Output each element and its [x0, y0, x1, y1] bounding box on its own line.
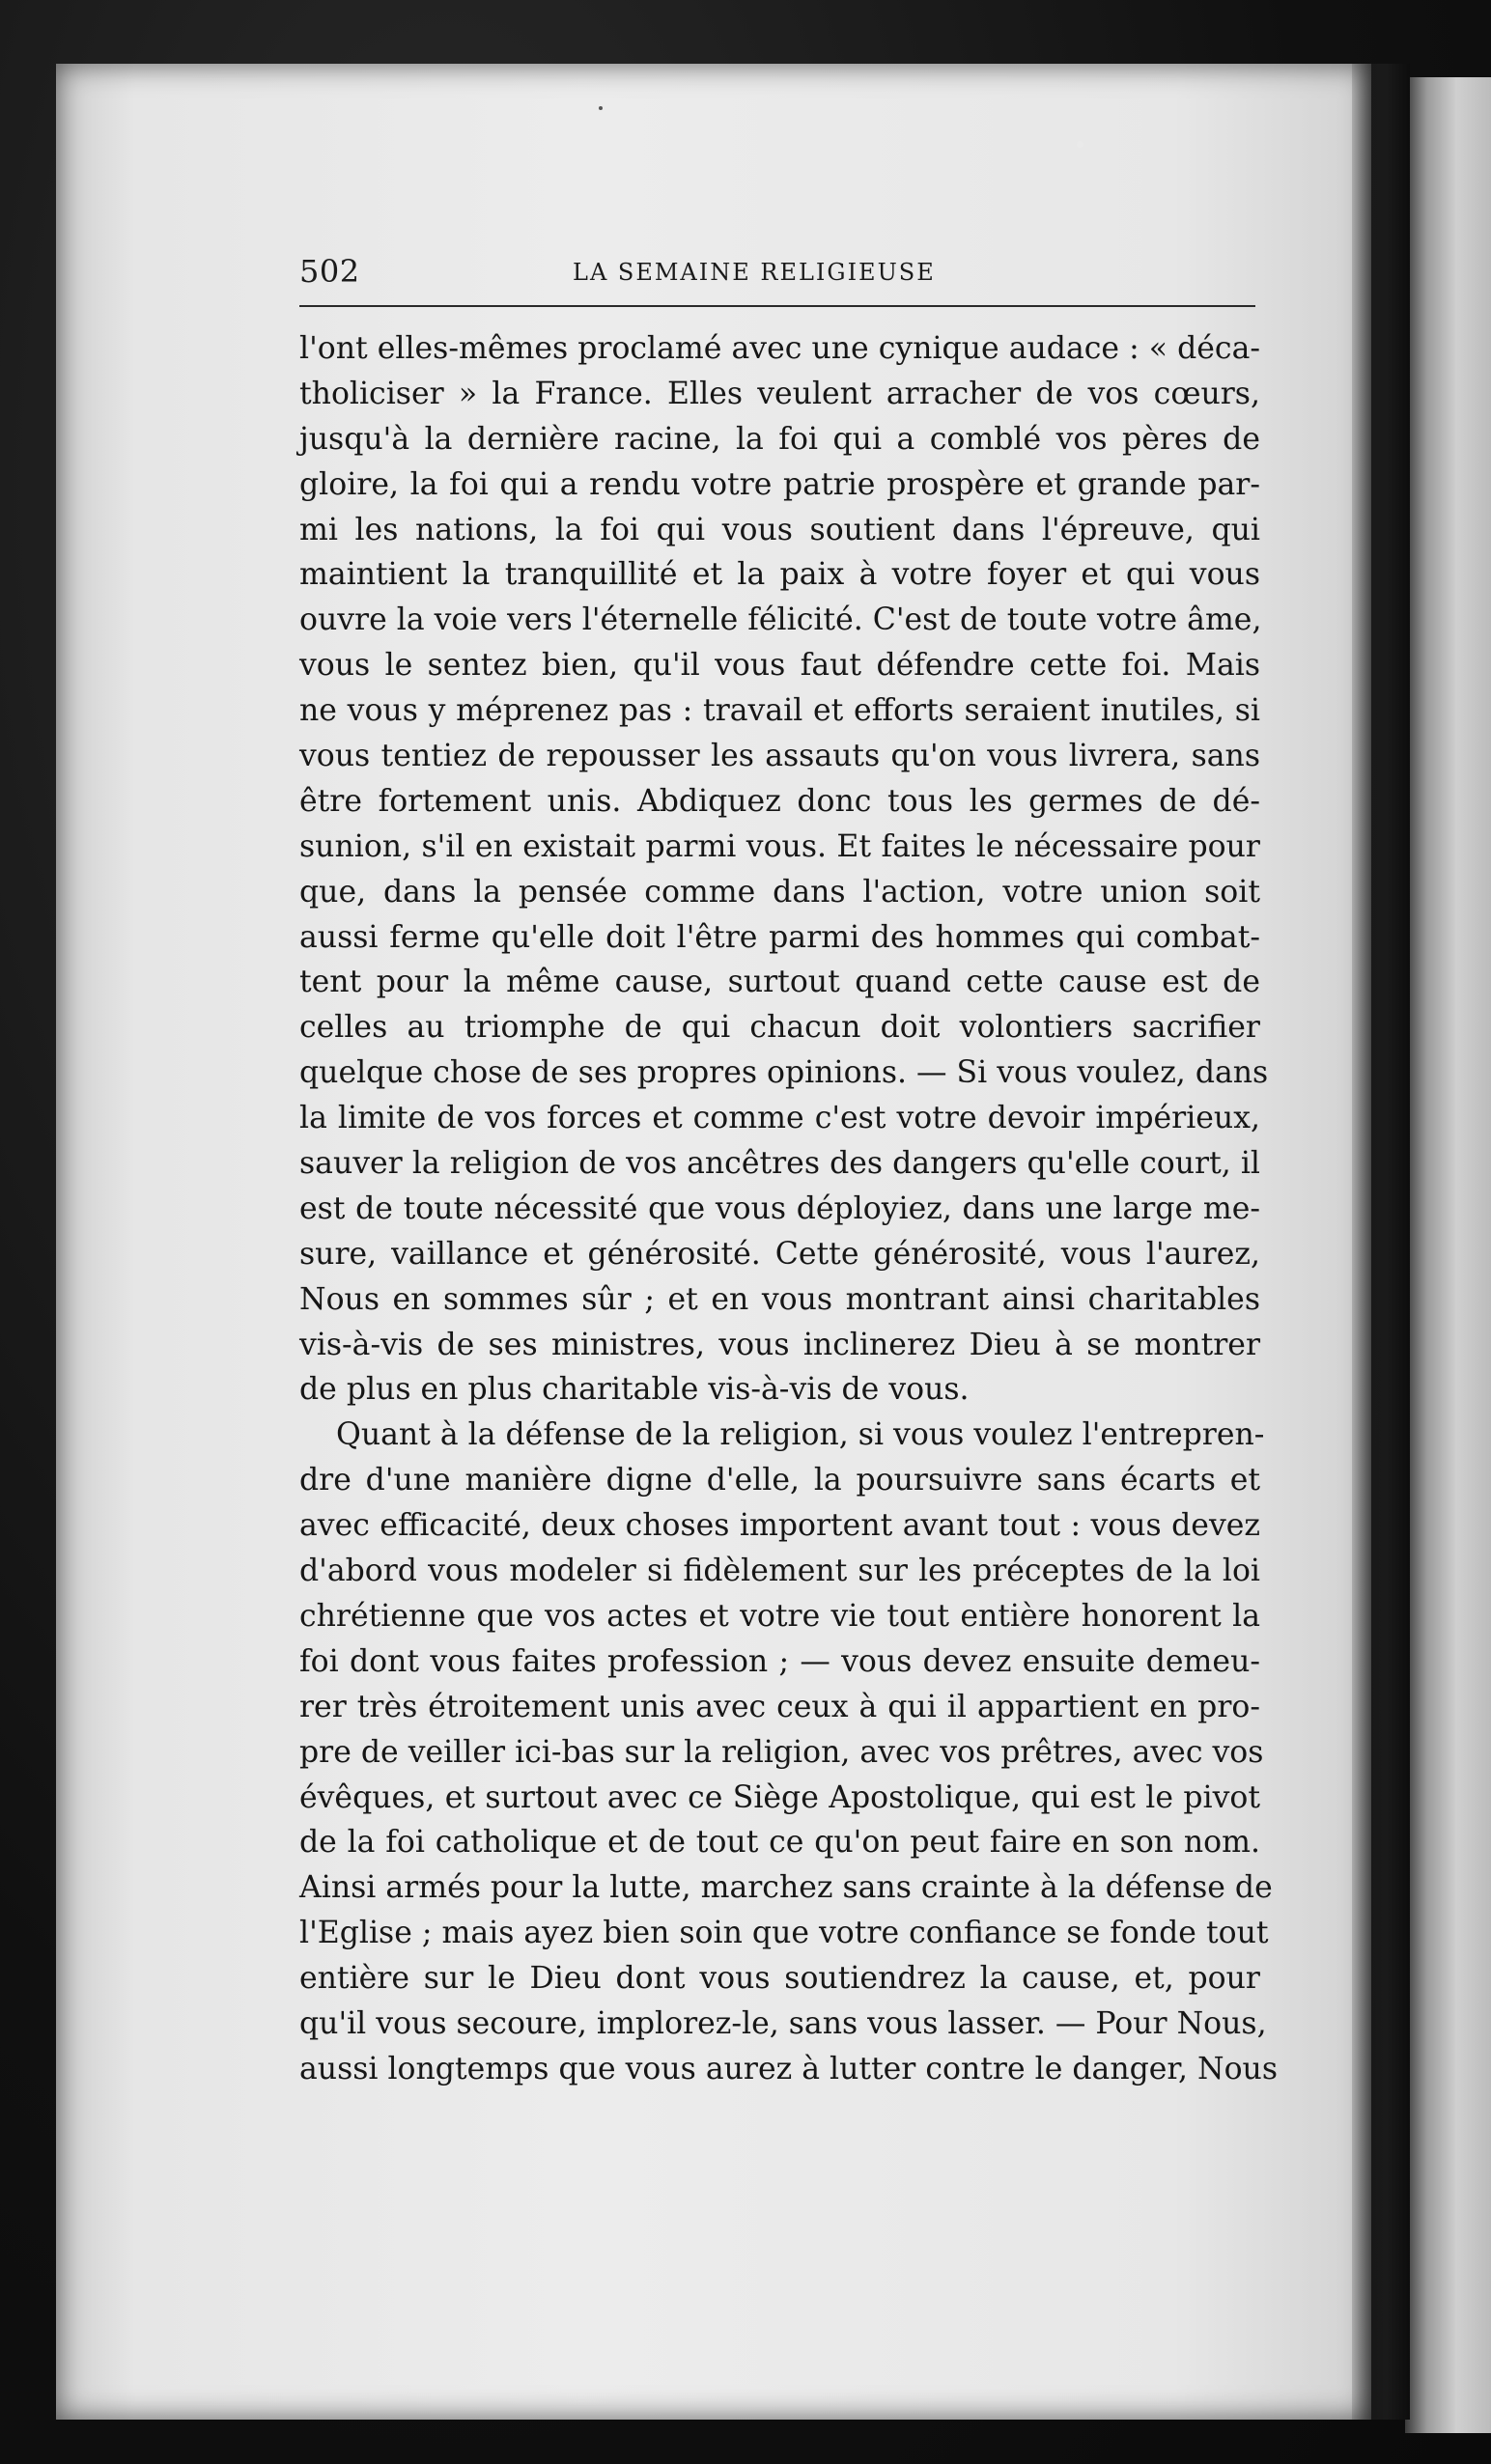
text-line: vous le sentez bien, qu'il vous faut défendre cette foi. Mais — [299, 648, 1260, 684]
facing-page-edge — [1405, 77, 1491, 2433]
page-body-text — [299, 326, 1279, 2092]
text-line: l'Eglise ; mais ayez bien soin que votre confiance se fonde tout — [299, 1916, 1269, 1951]
text-line: sauver la religion de vos ancêtres des dangers qu'elle court, il — [299, 1146, 1260, 1182]
text-line: mi les nations, la foi qui vous soutient dans l'épreuve, qui — [299, 512, 1260, 547]
text-line: tholiciser » la France. Elles veulent arracher de vos cœurs, — [299, 376, 1260, 411]
scan-speck — [599, 106, 603, 110]
text-line: Ainsi armés pour la lutte, marchez sans crainte à la défense de — [299, 1870, 1273, 1906]
text-line: sunion, s'il en existait parmi vous. Et faites le nécessaire pour — [299, 828, 1260, 864]
text-line: entière sur le Dieu dont vous soutiendrez la cause, et, pour — [299, 1961, 1260, 1997]
text-line: évêques, et surtout avec ce Siège Apostolique, qui est le pivot — [299, 1779, 1260, 1815]
scan-speck — [1077, 141, 1083, 148]
gutter-shadow — [1352, 64, 1410, 2420]
text-line: être fortement unis. Abdiquez donc tous les germes de dé- — [299, 783, 1260, 819]
header-rule — [299, 305, 1255, 307]
text-line: foi dont vous faites profession ; — vous devez ensuite demeu- — [299, 1643, 1260, 1679]
text-line: gloire, la foi qui a rendu votre patrie prospère et grande par- — [299, 466, 1260, 502]
text-line: celles au triomphe de qui chacun doit volontiers sacrifier — [299, 1010, 1260, 1046]
text-line: ne vous y méprenez pas : travail et efforts seraient inutiles, si — [299, 693, 1260, 729]
page-header — [299, 253, 1255, 301]
text-line: maintient la tranquillité et la paix à votre foyer et qui vous — [299, 557, 1260, 593]
text-line: l'ont elles-mêmes proclamé avec une cynique audace : « déca- — [299, 331, 1260, 366]
text-line: Nous en sommes sûr ; et en vous montrant ainsi charitables — [299, 1281, 1260, 1317]
text-line: la limite de vos forces et comme c'est votre devoir impérieux, — [299, 1101, 1260, 1136]
text-line: aussi longtemps que vous aurez à lutter contre le danger, Nous — [299, 2051, 1279, 2086]
paragraph-1 — [299, 326, 1269, 1413]
text-line: de la foi catholique et de tout ce qu'on peut faire en son nom. — [299, 1825, 1260, 1861]
text-line: pre de veiller ici-bas sur la religion, avec vos prêtres, avec vos — [299, 1734, 1264, 1770]
page-number: 502 — [299, 253, 360, 290]
text-line: vous tentiez de repousser les assauts qu'on vous livrera, sans — [299, 739, 1260, 774]
text-line: qu'il vous secoure, implorez-le, sans vous lasser. — Pour Nous, — [299, 2005, 1267, 2041]
text-line: chrétienne que vos actes et votre vie tout entière honorent la — [299, 1598, 1260, 1634]
text-line: sure, vaillance et générosité. Cette générosité, vous l'aurez, — [299, 1236, 1260, 1272]
text-line: vis-à-vis de ses ministres, vous inclinerez Dieu à se montrer — [299, 1327, 1260, 1362]
running-head: LA SEMAINE RELIGIEUSE — [573, 259, 936, 286]
text-line: quelque chose de ses propres opinions. — Si vous voulez, dans — [299, 1055, 1269, 1091]
text-line: Quant à la défense de la religion, si vous voulez l'entrepren- — [336, 1417, 1265, 1453]
text-line: que, dans la pensée comme dans l'action, votre union soit — [299, 874, 1260, 910]
text-line: tent pour la même cause, surtout quand cette cause est de — [299, 965, 1260, 1000]
text-line: jusqu'à la dernière racine, la foi qui a comblé vos pères de — [299, 421, 1260, 457]
text-line: avec efficacité, deux choses importent avant tout : vous devez — [299, 1508, 1260, 1544]
text-line: de plus en plus charitable vis-à-vis de vous. — [299, 1372, 970, 1408]
text-line: aussi ferme qu'elle doit l'être parmi des hommes qui combat- — [299, 919, 1260, 955]
text-line: ouvre la voie vers l'éternelle félicité. C'est de toute votre âme, — [299, 602, 1262, 638]
paragraph-2 — [299, 1413, 1279, 2091]
text-line: d'abord vous modeler si fidèlement sur les préceptes de la loi — [299, 1554, 1260, 1589]
text-line: dre d'une manière digne d'elle, la poursuivre sans écarts et — [299, 1463, 1260, 1498]
text-line: rer très étroitement unis avec ceux à qui il appartient en pro- — [299, 1689, 1260, 1724]
text-line: est de toute nécessité que vous déployiez, dans une large me- — [299, 1190, 1260, 1226]
